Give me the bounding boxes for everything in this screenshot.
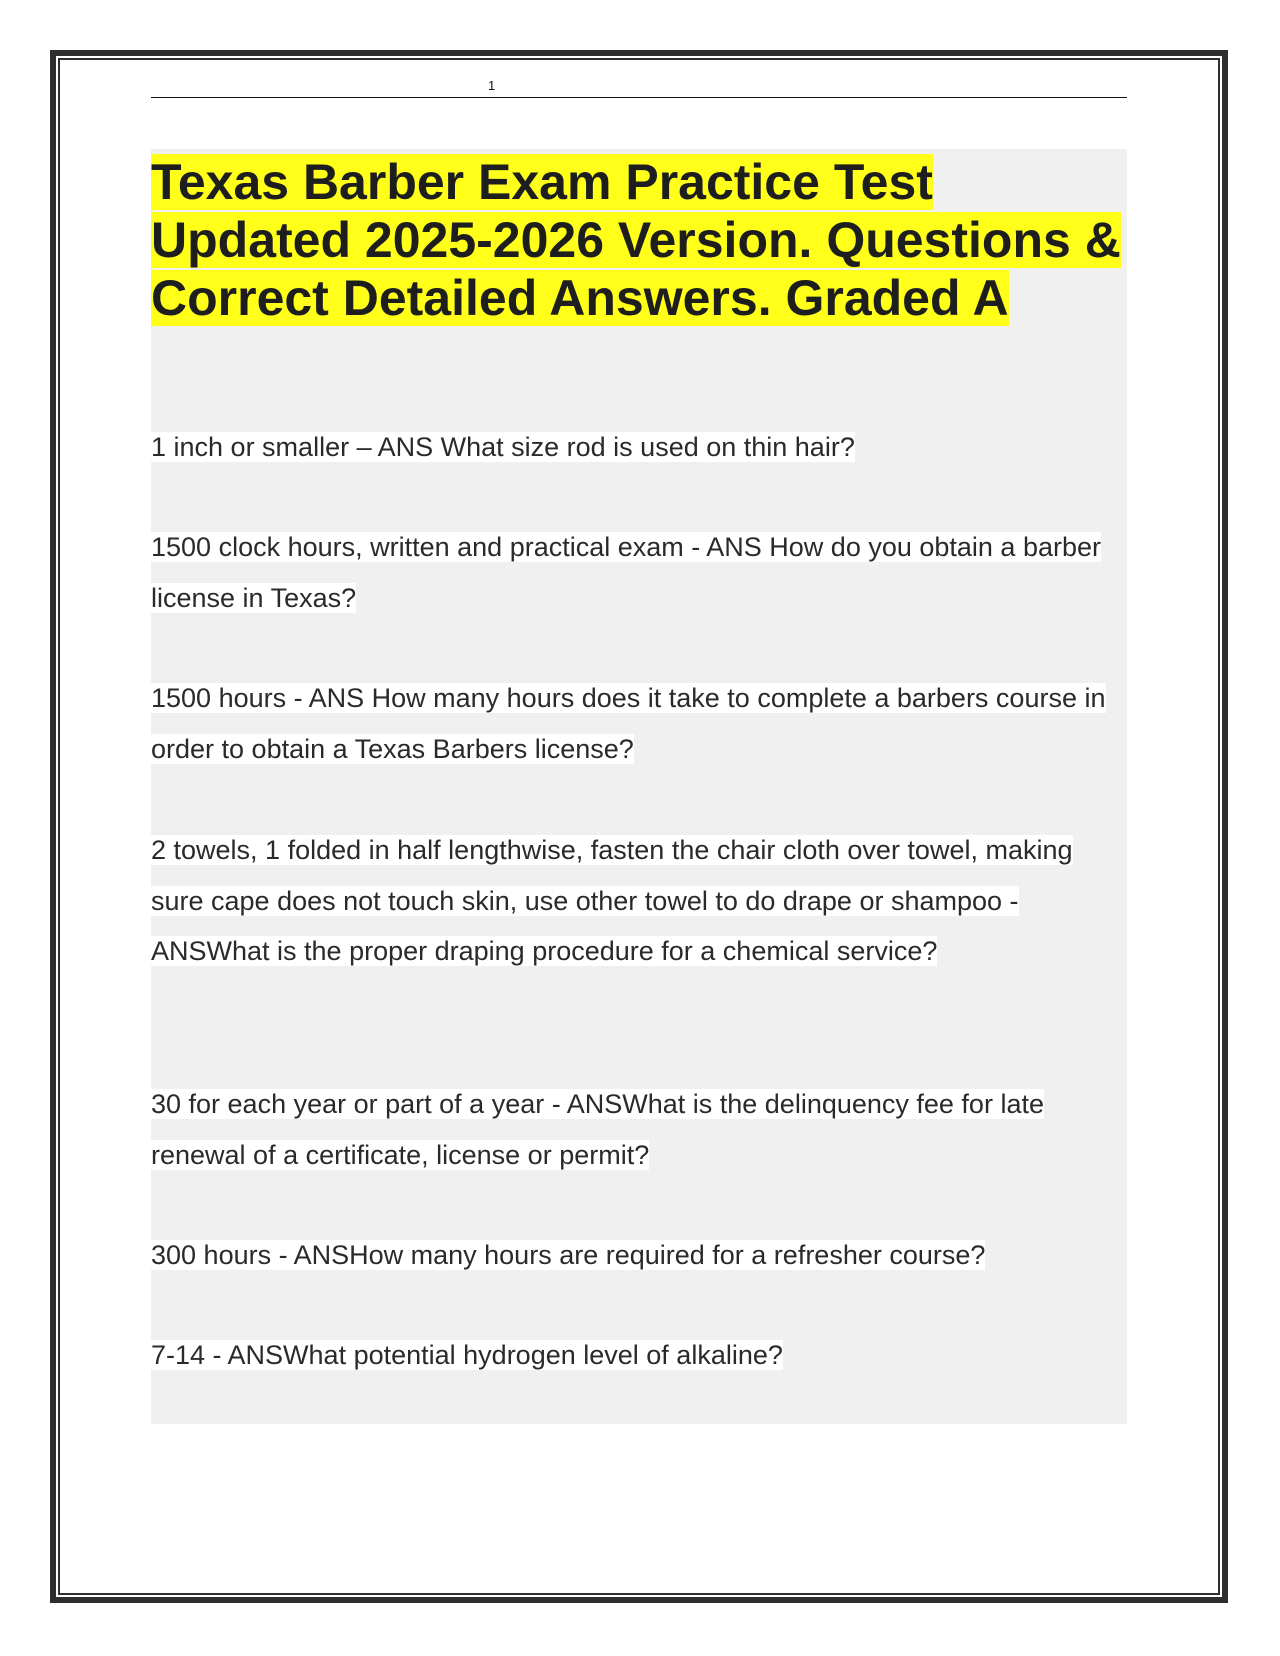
qa-text: 1500 hours - ANS How many hours does it take to complete a barbers course in order to obtain a Texas Barbers license?: [151, 683, 1106, 764]
qa-text: 2 towels, 1 folded in half lengthwise, fasten the chair cloth over towel, making sure cape does not touch skin, use other towel to do drape or shampoo - ANSWhat is the proper draping procedure for a chemical service?: [151, 835, 1073, 966]
qa-item: [151, 1079, 1131, 1180]
title-highlight: Texas Barber Exam Practice Test Updated 2025-2026 Version. Questions & Correct Detailed Answers. Graded A: [151, 154, 1121, 326]
qa-item: [151, 673, 1131, 774]
qa-item: [151, 522, 1131, 623]
qa-item: [151, 422, 1131, 473]
qa-item: [151, 1230, 1131, 1281]
qa-text: 30 for each year or part of a year - ANSWhat is the delinquency fee for late renewal of a certificate, license or permit?: [151, 1089, 1044, 1170]
qa-text: 1 inch or smaller – ANS What size rod is used on thin hair?: [151, 432, 855, 462]
qa-item: [151, 1330, 1131, 1381]
qa-text: 1500 clock hours, written and practical exam - ANS How do you obtain a barber license in Texas?: [151, 532, 1101, 613]
qa-text: 300 hours - ANSHow many hours are required for a refresher course?: [151, 1240, 986, 1270]
qa-item: [151, 825, 1131, 977]
document-title: [151, 153, 1131, 327]
qa-text: 7-14 - ANSWhat potential hydrogen level of alkaline?: [151, 1340, 783, 1370]
page-number: 1: [488, 78, 496, 93]
header-rule: [151, 97, 1127, 98]
